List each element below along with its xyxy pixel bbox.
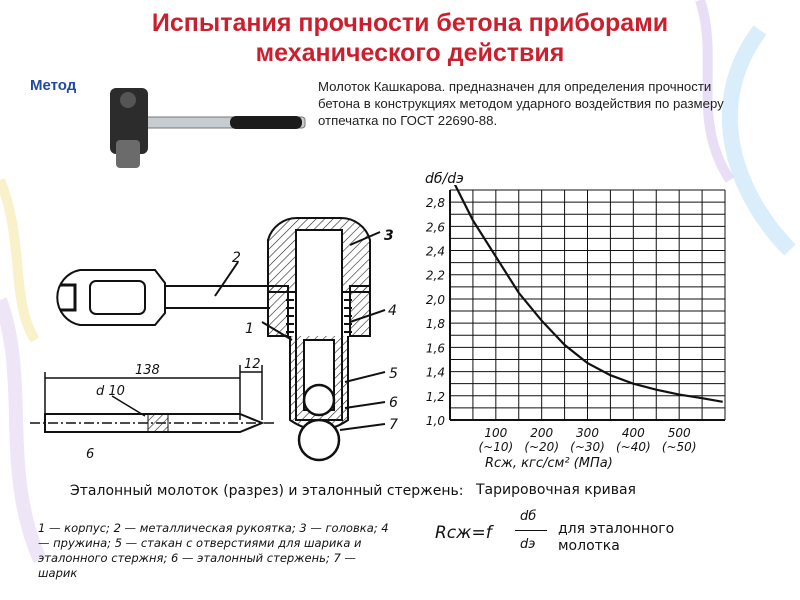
rod-label: 6 — [86, 447, 95, 462]
x-tick-label-secondary: (~50) — [661, 440, 697, 454]
x-tick-label-secondary: (~40) — [615, 440, 651, 454]
x-tick-label: 200 — [530, 426, 554, 440]
chart-grid — [450, 190, 725, 420]
calibration-curve — [455, 184, 723, 402]
y-tick-label: 1,8 — [425, 317, 445, 332]
formula-numerator: dб — [520, 509, 537, 524]
part-label-3: 3 — [384, 228, 394, 244]
part-label-2: 2 — [232, 250, 241, 266]
x-tick-label: 400 — [621, 426, 645, 440]
x-tick-label-secondary: (~30) — [570, 440, 605, 454]
dimension-diameter: d 10 — [96, 384, 125, 399]
parts-legend: 1 — корпус; 2 — металлическая рукоятка; 3 — головка; 4 — пружина; 5 — стакан с отверстиями для шарика и эталонного стержня; 6 — эталонный стержень; 7 — шарик — [38, 521, 389, 580]
x-tick-label: 500 — [667, 426, 691, 440]
formula-note: для эталонного молотка — [558, 521, 675, 554]
y-tick-label: 2,2 — [425, 268, 445, 283]
section-caption: Эталонный молоток (разрез) и эталонный стержень: — [70, 483, 464, 499]
part-label-4: 4 — [388, 303, 397, 319]
y-tick-label: 1,6 — [425, 341, 445, 356]
part-label-7: 7 — [389, 417, 398, 433]
x-tick-label-secondary: (~20) — [524, 440, 560, 454]
description-text: Молоток Кашкарова. предназначен для определения прочности бетона в конструкциях методом ударного воздействия по размеру отпечатка по ГОСТ 22690-88. — [318, 79, 724, 128]
y-tick-label: 2,4 — [425, 244, 445, 259]
formula-fraction-bar — [515, 530, 547, 531]
method-label: Метод — [30, 77, 77, 94]
y-tick-label: 1,2 — [425, 389, 445, 404]
chart-caption: Тарировочная кривая — [476, 482, 636, 498]
x-tick-label: 100 — [484, 426, 508, 440]
dimension-tip: 12 — [244, 357, 261, 372]
formula-denominator: dэ — [520, 537, 536, 552]
part-label-1: 1 — [245, 321, 254, 337]
y-tick-label: 2,0 — [425, 292, 445, 307]
y-tick-label: 2,8 — [425, 196, 445, 211]
chart-x-label: Rсж, кгс/см² (МПа) — [485, 456, 613, 471]
y-tick-label: 1,0 — [425, 414, 445, 428]
part-label-5: 5 — [389, 366, 398, 382]
x-tick-label: 300 — [576, 426, 599, 440]
chart-x-ticks — [478, 426, 696, 454]
chart-y-ticks — [426, 196, 445, 428]
y-tick-label: 2,6 — [425, 220, 445, 235]
y-tick-label: 1,4 — [425, 365, 445, 380]
formula-lhs: Rсж=f — [435, 523, 492, 543]
chart-y-label: dб/dэ — [425, 171, 464, 187]
x-tick-label-secondary: (~10) — [478, 440, 514, 454]
slide-title: Испытания прочности бетона приборами механического действия — [151, 9, 669, 67]
dimension-length: 138 — [135, 363, 160, 378]
part-label-6: 6 — [389, 395, 398, 411]
